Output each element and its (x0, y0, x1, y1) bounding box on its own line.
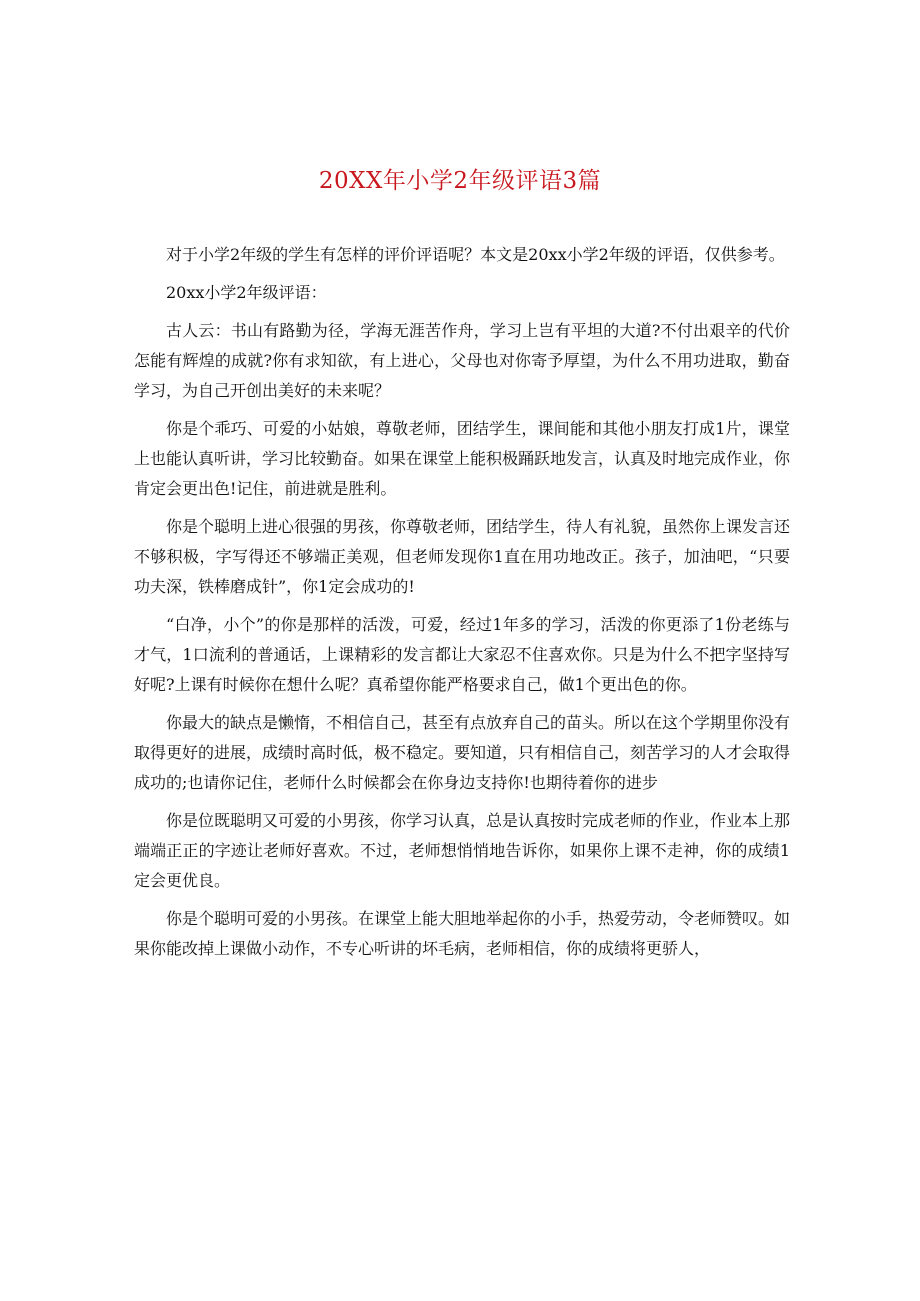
document-title: 20XX年小学2年级评语3篇 (318, 168, 602, 194)
comment-paragraph-3: 你是个聪明上进心很强的男孩，你尊敬老师，团结学生，待人有礼貌，虽然你上课发言还不够积极，字写得还不够端正美观，但老师发现你1直在用功地改正。孩子，加油吧，“只要功夫深，铁棒磨成针”，你1定会成功的! (134, 517, 791, 596)
comment-paragraph-4: “白净，小个”的你是那样的活泼，可爱，经过1年多的学习，活泼的你更添了1份老练与才气，1口流利的普通话，上课精彩的发言都让大家忍不住喜欢你。只是为什么不把字坚持写好呢?上课有时候你在想什么呢？真希望你能严格要求自己，做1个更出色的你。 (134, 615, 790, 694)
comment-paragraph-2: 你是个乖巧、可爱的小姑娘，尊敬老师，团结学生，课间能和其他小朋友打成1片，课堂上也能认真听讲，学习比较勤奋。如果在课堂上能积极踊跃地发言，认真及时地完成作业，你肯定会更出色!记住，前进就是胜利。 (134, 419, 791, 498)
comment-paragraph-1: 古人云：书山有路勤为径，学海无涯苦作舟，学习上岂有平坦的大道?不付出艰辛的代价怎能有辉煌的成就?你有求知欲，有上进心，父母也对你寄予厚望，为什么不用功进取，勤奋学习，为自己开创出美好的未来呢？ (134, 321, 790, 400)
comment-paragraph-5: 你最大的缺点是懒惰，不相信自己，甚至有点放弃自己的苗头。所以在这个学期里你没有取得更好的进展，成绩时高时低，极不稳定。要知道，只有相信自己，刻苦学习的人才会取得成功的;也请你记住，老师什么时候都会在你身边支持你!也期待着你的进步 (134, 713, 791, 792)
document-body (134, 240, 790, 964)
section-heading: 20xx小学2年级评语： (166, 283, 327, 302)
comment-paragraph-6: 你是位既聪明又可爱的小男孩，你学习认真，总是认真按时完成老师的作业，作业本上那端端正正的字迹让老师好喜欢。不过，老师想悄悄地告诉你，如果你上课不走神，你的成绩1定会更优良。 (134, 811, 791, 890)
intro-paragraph: 对于小学2年级的学生有怎样的评价评语呢？本文是20xx小学2年级的评语，仅供参考。 (166, 245, 785, 264)
comment-paragraph-7: 你是个聪明可爱的小男孩。在课堂上能大胆地举起你的小手，热爱劳动，令老师赞叹。如果你能改掉上课做小动作，不专心听讲的坏毛病，老师相信，你的成绩将更骄人， (134, 909, 791, 958)
